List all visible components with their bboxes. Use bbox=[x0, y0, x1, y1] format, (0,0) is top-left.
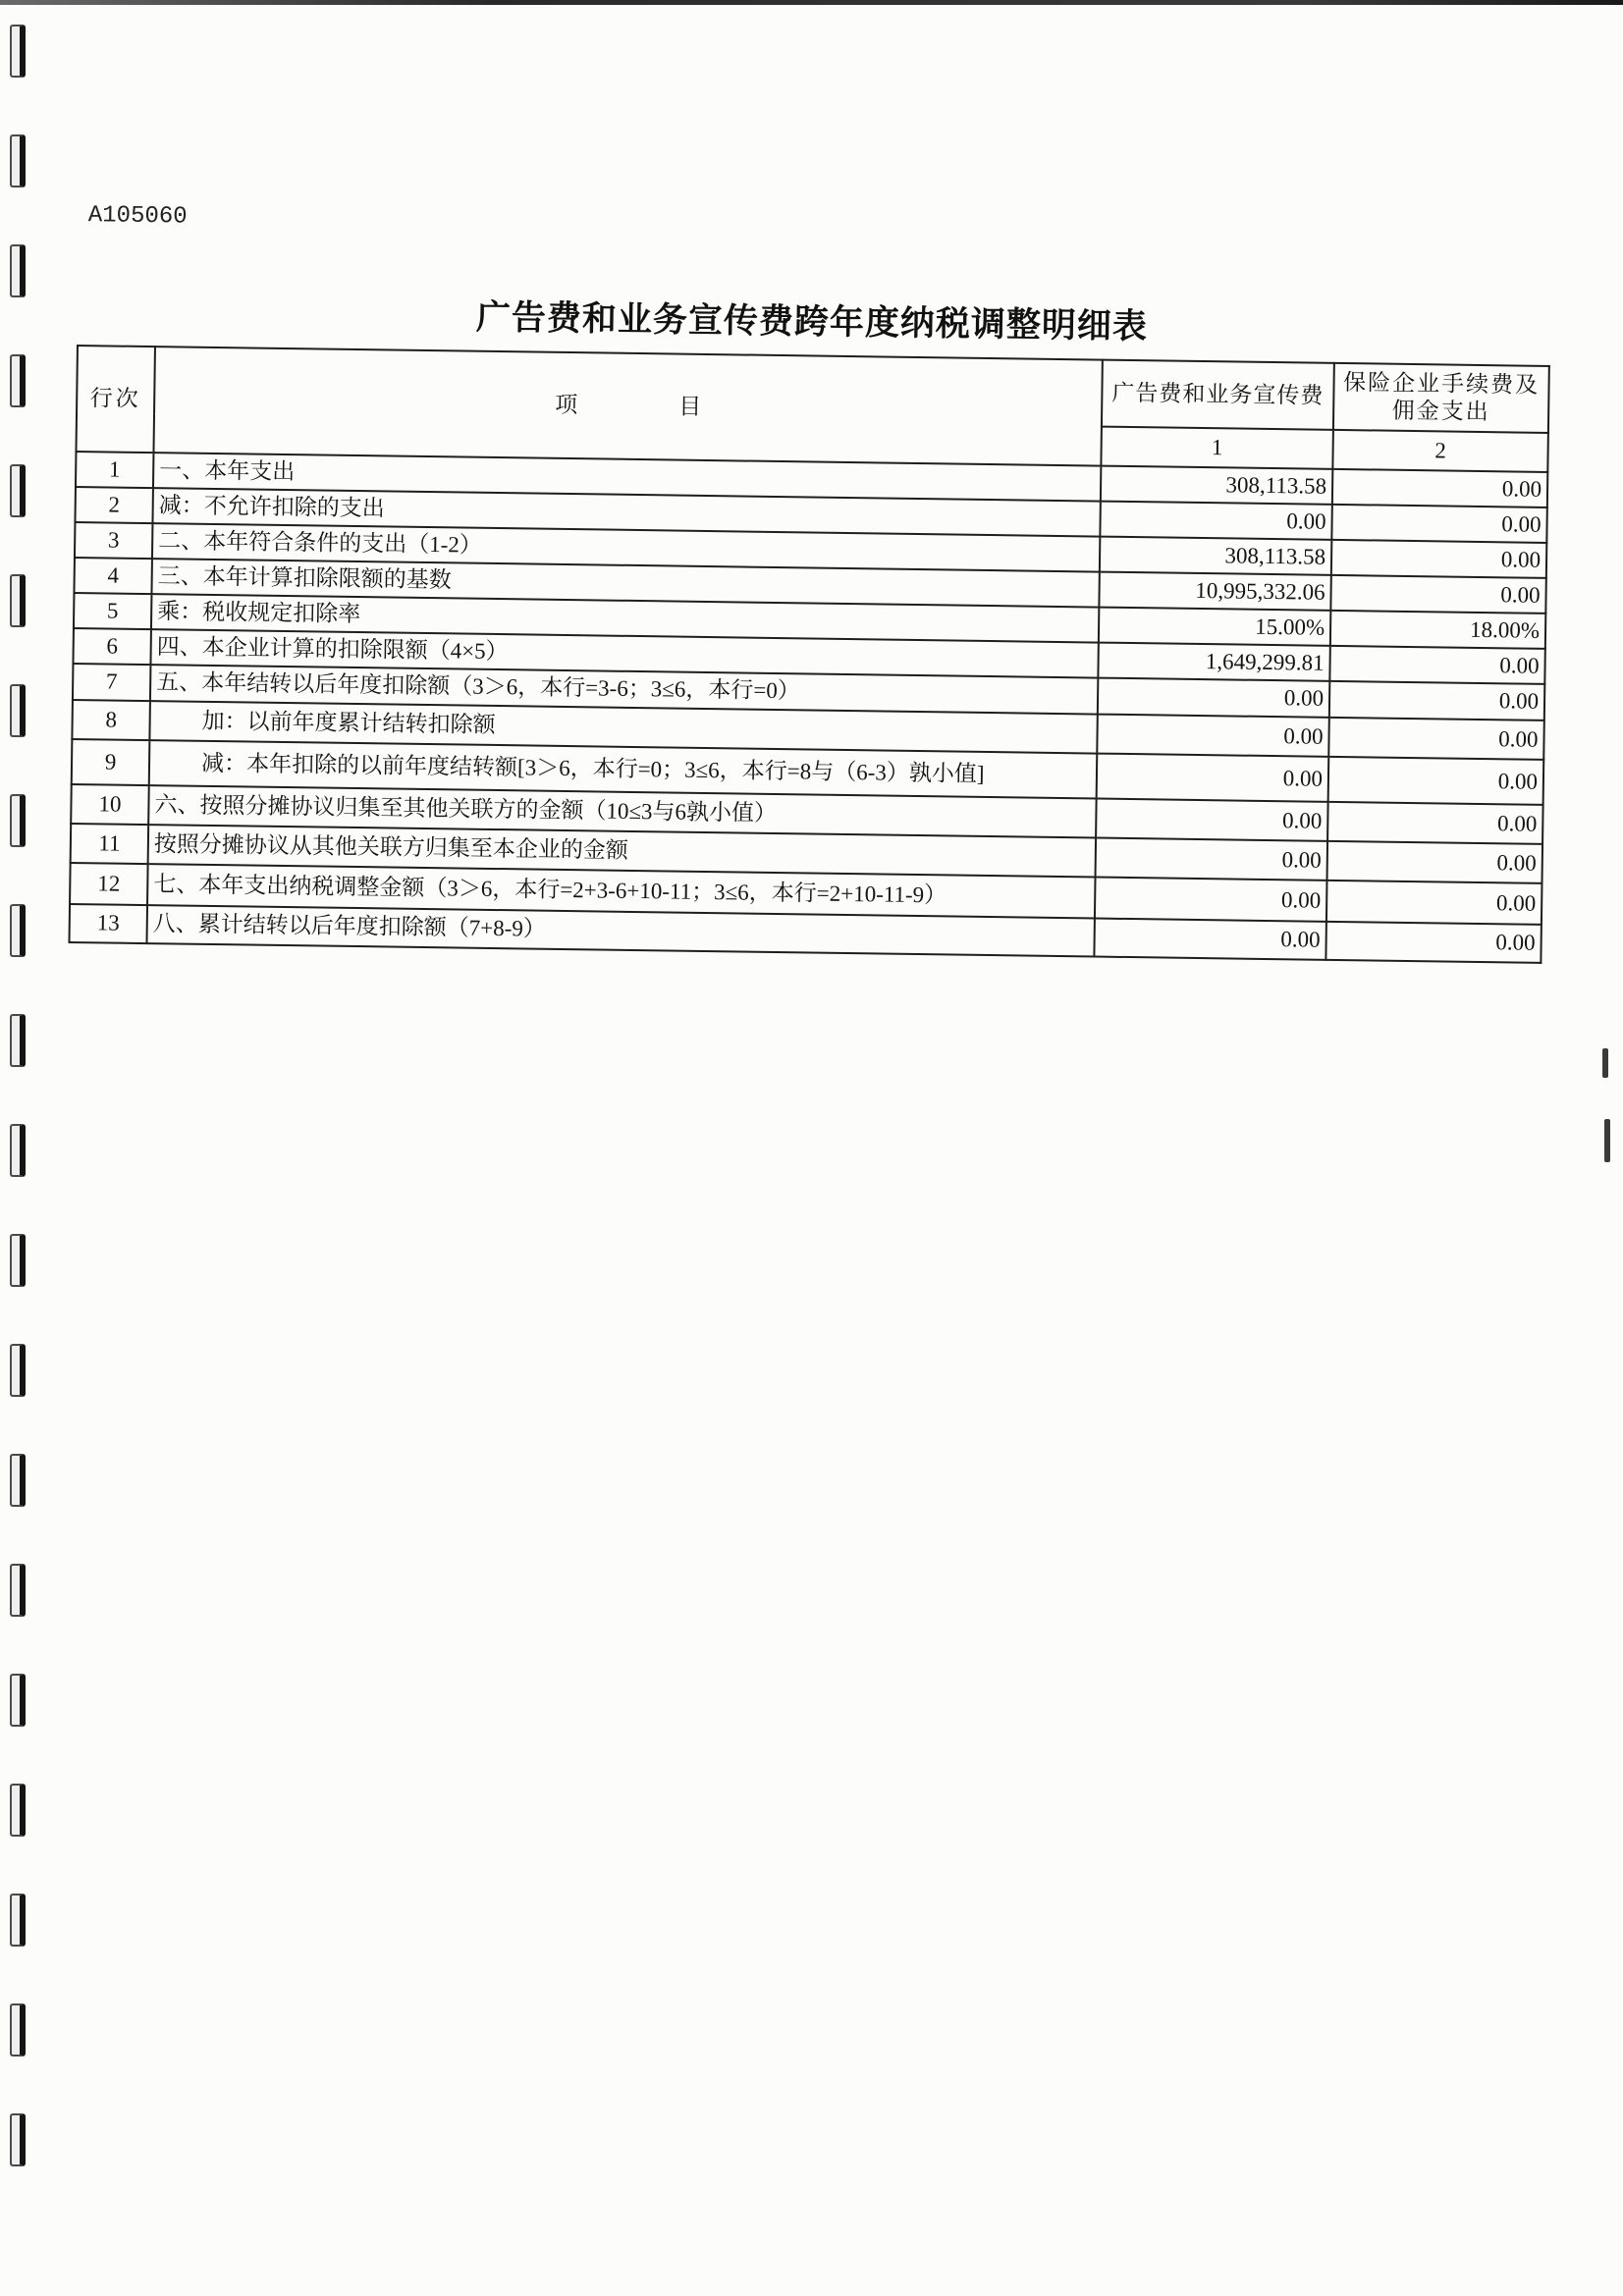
ad-expense-cell: 0.00 bbox=[1096, 799, 1328, 841]
binding-hole-mark bbox=[10, 1894, 26, 1947]
ad-expense-cell: 0.00 bbox=[1097, 715, 1329, 757]
header-ad-expense: 广告费和业务宣传费 bbox=[1102, 360, 1334, 430]
item-cell: 加：以前年度累计结转扣除额 bbox=[149, 701, 1097, 753]
column-index-1: 1 bbox=[1101, 427, 1333, 469]
binding-hole-mark bbox=[10, 1344, 26, 1397]
ad-expense-cell: 10,995,332.06 bbox=[1099, 572, 1330, 611]
item-cell: 三、本年计算扣除限额的基数 bbox=[151, 559, 1099, 607]
ad-expense-cell: 0.00 bbox=[1096, 838, 1328, 881]
form-code: A105060 bbox=[87, 202, 188, 231]
ad-expense-cell: 15.00% bbox=[1099, 608, 1330, 646]
binding-hole-mark bbox=[10, 1564, 26, 1617]
row-number-cell: 10 bbox=[71, 784, 149, 825]
column-index-2: 2 bbox=[1332, 430, 1548, 472]
insurance-commission-cell: 0.00 bbox=[1328, 757, 1544, 805]
page-title: 广告费和业务宣传费跨年度纳税调整明细表 bbox=[475, 297, 1149, 347]
item-cell: 四、本企业计算的扣除限额（4×5） bbox=[150, 629, 1098, 677]
insurance-commission-cell: 0.00 bbox=[1328, 718, 1544, 760]
adjustment-table bbox=[68, 345, 1549, 964]
insurance-commission-cell: 0.00 bbox=[1326, 881, 1542, 925]
ad-expense-cell: 0.00 bbox=[1097, 754, 1329, 802]
ad-expense-cell: 0.00 bbox=[1100, 502, 1331, 540]
ad-expense-cell: 0.00 bbox=[1094, 919, 1326, 960]
table-header-row bbox=[77, 346, 1549, 433]
item-cell: 五、本年结转以后年度扣除额（3＞6，本行=3-6；3≤6，本行=0） bbox=[150, 665, 1098, 714]
insurance-commission-cell: 18.00% bbox=[1330, 611, 1545, 649]
item-cell: 二、本年符合条件的支出（1-2） bbox=[152, 523, 1100, 571]
binding-hole-mark bbox=[10, 1784, 26, 1837]
ad-expense-cell: 0.00 bbox=[1098, 678, 1329, 718]
ad-expense-cell: 308,113.58 bbox=[1100, 537, 1331, 575]
item-cell: 减：不允许扣除的支出 bbox=[152, 488, 1100, 536]
header-row-number: 行次 bbox=[76, 346, 155, 453]
row-number-cell: 11 bbox=[71, 824, 149, 864]
header-insurance-commission-line1: 保险企业手续费及 bbox=[1342, 370, 1541, 399]
row-number-cell: 7 bbox=[73, 664, 151, 701]
binding-hole-mark bbox=[10, 1454, 26, 1507]
item-cell: 按照分摊协议从其他关联方归集至本企业的金额 bbox=[148, 825, 1096, 877]
header-insurance-commission bbox=[1333, 363, 1549, 433]
insurance-commission-cell: 0.00 bbox=[1332, 469, 1547, 507]
row-number-cell: 8 bbox=[72, 700, 150, 740]
row-number-cell: 3 bbox=[75, 522, 152, 559]
item-cell: 减：本年扣除的以前年度结转额[3＞6，本行=0；3≤6，本行=8与（6-3）孰小值] bbox=[149, 740, 1098, 798]
ad-expense-cell: 0.00 bbox=[1095, 878, 1327, 922]
row-number-cell: 12 bbox=[70, 863, 148, 905]
insurance-commission-cell: 0.00 bbox=[1327, 802, 1543, 844]
insurance-commission-cell: 0.00 bbox=[1325, 922, 1542, 963]
binding-hole-mark bbox=[10, 2113, 26, 2166]
item-cell: 乘：税收规定扣除率 bbox=[151, 594, 1099, 642]
header-insurance-commission-line2: 佣金支出 bbox=[1391, 398, 1490, 425]
item-cell: 六、按照分摊协议归集至其他关联方的金额（10≤3与6孰小值） bbox=[148, 785, 1096, 837]
insurance-commission-cell: 0.00 bbox=[1329, 646, 1544, 684]
binding-hole-mark bbox=[10, 1014, 26, 1067]
item-cell: 八、累计结转以后年度扣除额（7+8-9） bbox=[146, 905, 1094, 956]
binding-hole-mark bbox=[10, 1124, 26, 1177]
row-number-cell: 5 bbox=[74, 593, 151, 629]
scan-speck bbox=[1604, 1119, 1610, 1162]
ad-expense-cell: 1,649,299.81 bbox=[1098, 643, 1329, 681]
binding-hole-mark bbox=[10, 1674, 26, 1727]
row-number-cell: 4 bbox=[74, 558, 151, 594]
insurance-commission-cell: 0.00 bbox=[1331, 540, 1546, 578]
insurance-commission-cell: 0.00 bbox=[1330, 575, 1545, 614]
item-cell: 一、本年支出 bbox=[153, 453, 1101, 501]
form-content bbox=[0, 0, 1623, 1003]
row-number-cell: 9 bbox=[72, 739, 150, 785]
scan-speck bbox=[1602, 1048, 1608, 1078]
item-cell: 七、本年支出纳税调整金额（3＞6，本行=2+3-6+10-11；3≤6，本行=2+10-11-9） bbox=[147, 864, 1095, 918]
header-item bbox=[153, 347, 1102, 465]
ad-expense-cell: 308,113.58 bbox=[1101, 466, 1332, 505]
row-number-cell: 13 bbox=[69, 904, 147, 943]
row-number-cell: 6 bbox=[73, 628, 150, 665]
insurance-commission-cell: 0.00 bbox=[1329, 681, 1544, 721]
binding-hole-mark bbox=[10, 2003, 26, 2056]
row-number-cell: 2 bbox=[75, 487, 152, 523]
binding-hole-mark bbox=[10, 1234, 26, 1287]
insurance-commission-cell: 0.00 bbox=[1331, 505, 1546, 543]
header-item-label: 项目 bbox=[555, 392, 803, 421]
insurance-commission-cell: 0.00 bbox=[1327, 841, 1543, 883]
row-number-cell: 1 bbox=[76, 452, 153, 488]
